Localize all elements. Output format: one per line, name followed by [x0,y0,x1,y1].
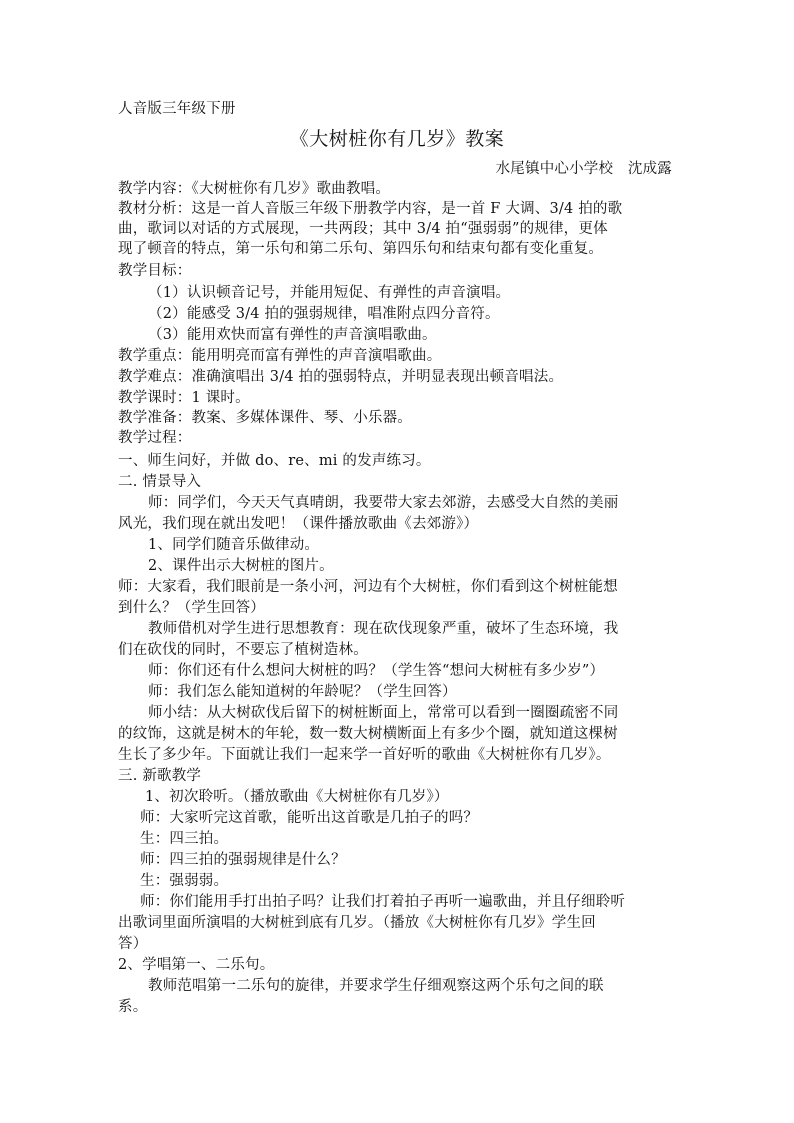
section-heading: 教学过程： [118,430,192,446]
goal-item: （2）能感受 3/4 拍的强弱规律，唱准附点四分音符。 [148,306,500,322]
dialogue-line: 生：四三拍。 [140,831,229,847]
dialogue-line: 师：四三拍的强弱规律是什么？ [140,852,346,868]
dialogue-line: 生：强弱弱。 [140,873,229,889]
goal-item: （1）认识顿音记号，并能用短促、有弹性的声音演唱。 [148,285,511,301]
list-item: 2、学唱第一、二乐句。 [118,957,275,973]
list-item: 1、初次聆听。（播放歌曲《大树桩你有几岁》） [145,789,449,805]
teaching-preparation: 教学准备：教案、多媒体课件、琴、小乐器。 [118,410,412,426]
textbook-series: 人音版三年级下册 [118,101,236,117]
process-step: 二. 情景导入 [118,474,202,490]
class-hours: 教学课时：1 课时。 [118,390,250,406]
page-title: 《大树桩你有几岁》教案 [289,128,505,150]
paragraph-line: 师：我们怎么能知道树的年龄呢？（学生回答） [148,684,457,700]
paragraph-line: 的纹饰，这就是树木的年轮，数一数大树横断面上有多少个圈，就知道这棵树 [118,726,618,742]
paragraph-line: 风光，我们现在就出发吧！（课件播放歌曲《去郊游》） [118,516,479,532]
paragraph-line: 教师借机对学生进行思想教育：现在砍伐现象严重，破坏了生态环境，我 [148,621,619,637]
paragraph-line: 们在砍伐的同时，不要忘了植树造林。 [118,642,368,658]
process-step: 三. 新歌教学 [118,768,202,784]
difficult-point: 教学难点：准确演唱出 3/4 拍的强弱特点，并明显表现出顿音唱法。 [118,369,564,385]
paragraph-line: 师小结：从大树砍伐后留下的树桩断面上，常常可以看到一圈圈疏密不同 [148,705,619,721]
material-analysis-line: 现了顿音的特点，第一乐句和第二乐句、第四乐句和结束句都有变化重复。 [118,241,604,257]
goal-item: （3）能用欢快而富有弹性的声音演唱歌曲。 [148,327,437,343]
paragraph-line: 系。 [118,999,148,1015]
section-heading: 教学目标： [118,263,192,279]
list-item: 1、同学们随音乐做律动。 [148,537,320,553]
paragraph-line: 生长了多少年。下面就让我们一起来学一首好听的歌曲《大树桩你有几岁》。 [118,747,611,763]
key-point: 教学重点：能用明亮而富有弹性的声音演唱歌曲。 [118,348,442,364]
paragraph-line: 到什么？（学生回答） [118,600,265,616]
paragraph-line: 师：大家看，我们眼前是一条小河，河边有个大树桩，你们看到这个树桩能想 [118,579,618,595]
teaching-content: 教学内容：《大树桩你有几岁》歌曲教唱。 [118,181,391,197]
dialogue-line: 答） [118,936,148,952]
material-analysis-line: 教材分析：这是一首人音版三年级下册教学内容，是一首 F 大调、3/4 拍的歌 [118,201,623,217]
author-line: 水尾镇中心小学校 沈成露 [495,161,672,177]
paragraph-line: 师：你们还有什么想问大树桩的吗？（学生答“想问大树桩有多少岁”） [148,663,605,679]
dialogue-line: 师：你们能用手打出拍子吗？让我们打着拍子再听一遍歌曲，并且仔细聆听 [140,894,626,910]
process-step: 一、师生问好，并做 do、re、mi 的发声练习。 [118,453,431,469]
paragraph-line: 师：同学们，今天天气真晴朗，我要带大家去郊游，去感受大自然的美丽 [148,495,619,511]
paragraph-line: 教师范唱第一二乐句的旋律，并要求学生仔细观察这两个乐句之间的联 [148,978,604,994]
list-item: 2、课件出示大树桩的图片。 [148,558,334,574]
dialogue-line: 出歌词里面所演唱的大树桩到底有几岁。（播放《大树桩你有几岁》学生回 [118,915,596,931]
material-analysis-line: 曲，歌词以对话的方式展现，一共两段；其中 3/4 拍“强弱弱”的规律，更体 [118,221,608,237]
dialogue-line: 师：大家听完这首歌，能听出这首歌是几拍子的吗？ [140,810,479,826]
